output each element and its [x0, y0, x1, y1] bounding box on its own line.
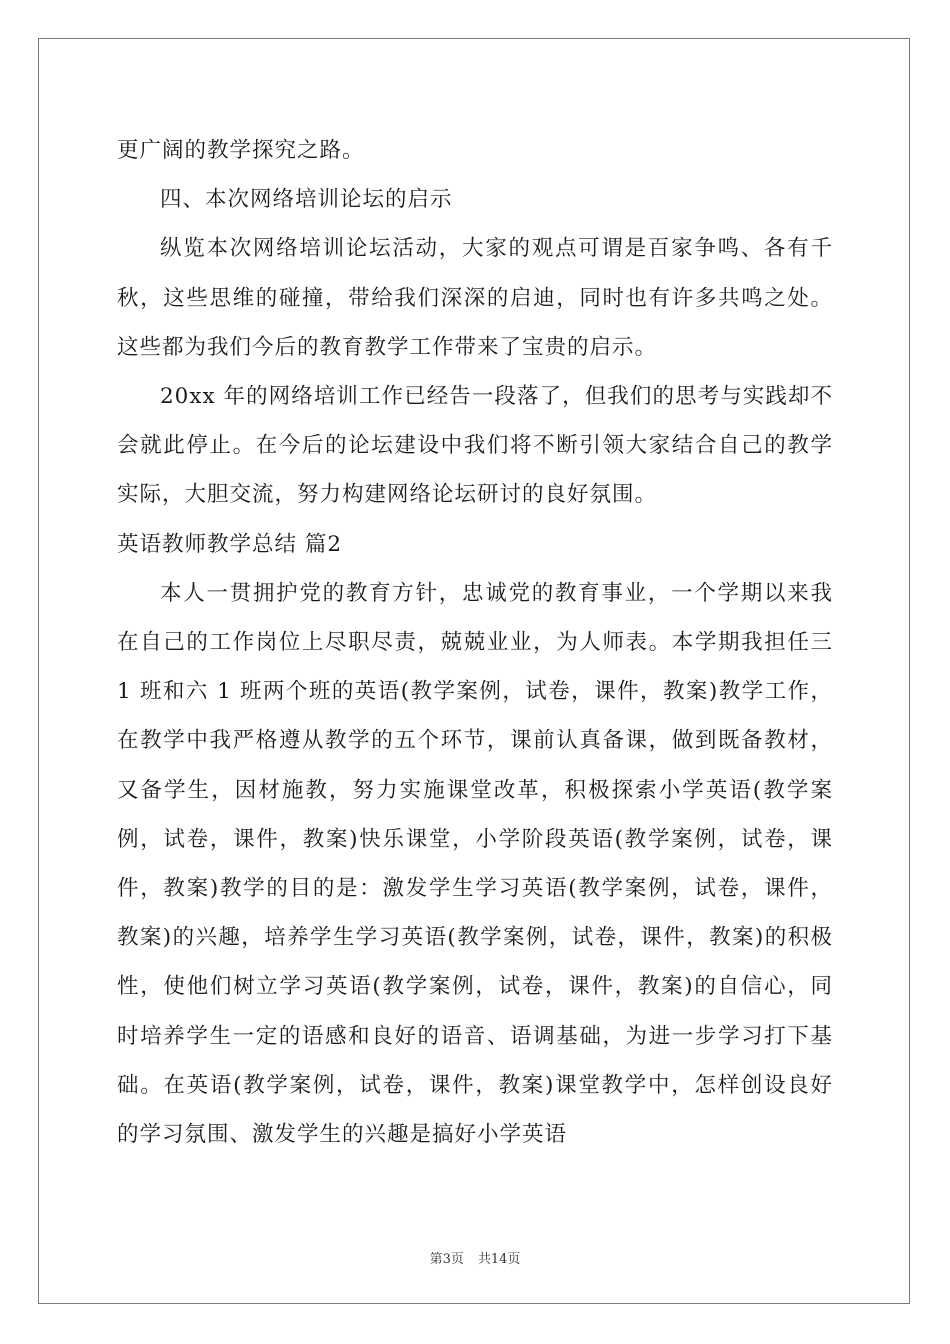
- paragraph-training-summary: 20xx 年的网络培训工作已经告一段落了，但我们的思考与实践却不会就此停止。在今后的论坛建设中我们将不断引领大家结合自己的教学实际，大胆交流，努力构建网络论坛研讨的良好氛围。: [117, 384, 833, 508]
- page-number: 第3页: [429, 1252, 464, 1267]
- section-heading-4: 四、本次网络培训论坛的启示: [160, 187, 453, 213]
- paragraph-teacher-summary: 本人一贯拥护党的教育方针，忠诚党的教育事业，一个学期以来我在自己的工作岗位上尽职尽责，兢兢业业，为人师表。本学期我担任三 1 班和六 1 班两个班的英语(教学案例，试卷，课件，教案)教学工作，在教学中我严格遵从教学的五个环节，课前认真备课，做到既备教材，又备学生，因材施教，努力实施课堂改革，积极探索小学英语(教学案例，试卷，课件，教案)快乐课堂，小学阶段英语(教学案例，试卷，课件，教案)教学的目的是：激发学生学习英语(教学案例，试卷，课件，教案)的兴趣，培养学生学习英语(教学案例，试卷，课件，教案)的积极性，使他们树立学习英语(教学案例，试卷，课件，教案)的自信心，同时培养学生一定的语感和良好的语音、语调基础，为进一步学习打下基础。在英语(教学案例，试卷，课件，教案)课堂教学中，怎样创设良好的学习氛围、激发学生的兴趣是搞好小学英语: [117, 580, 833, 1148]
- paragraph-continuation: 更广阔的教学探究之路。: [117, 138, 365, 163]
- page-footer: [0, 1248, 950, 1267]
- paragraph-forum-insights: 纵览本次网络培训论坛活动，大家的观点可谓是百家争鸣、各有千秋，这些思维的碰撞，带给我们深深的启迪，同时也有许多共鸣之处。这些都为我们今后的教育教学工作带来了宝贵的启示。: [117, 236, 833, 360]
- page-total: 共14页: [477, 1252, 521, 1267]
- article-title-part-2: 英语教师教学总结 篇2: [117, 531, 343, 557]
- document-body: [117, 126, 833, 1159]
